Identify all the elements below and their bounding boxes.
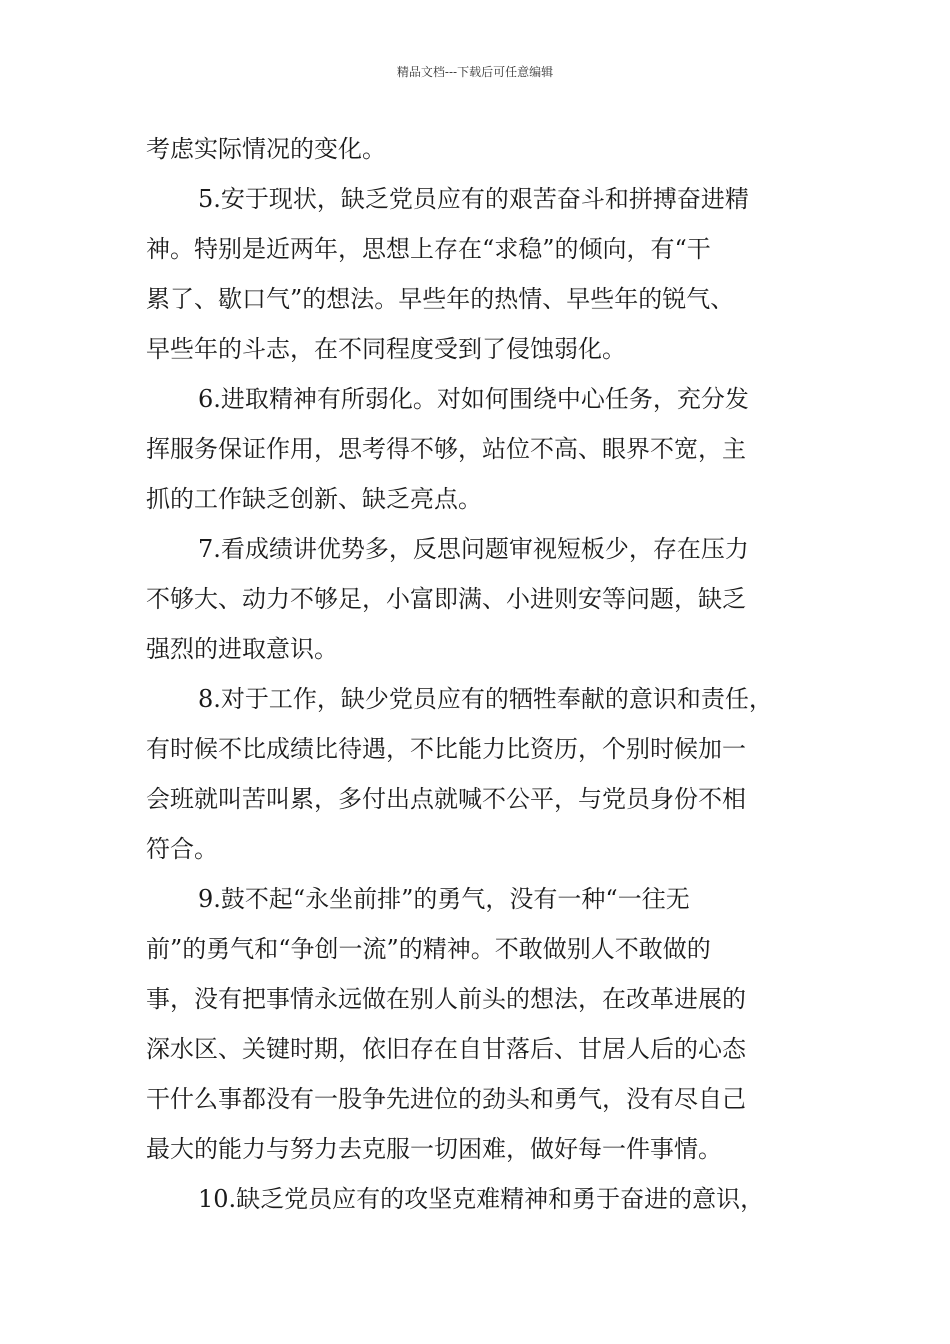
text-line: 10.缺乏党员应有的攻坚克难精神和勇于奋进的意识， [198,1185,765,1213]
text-line: 神。特别是近两年，思想上存在“求稳”的倾向，有“干 [146,235,711,263]
text-line: 强烈的进取意识。 [146,635,338,663]
text-line: 会班就叫苦叫累，多付出点就喊不公平，与党员身份不相 [146,785,746,813]
text-line: 抓的工作缺乏创新、缺乏亮点。 [146,485,482,513]
text-line: 深水区、关键时期，依旧存在自甘落后、甘居人后的心态 [146,1035,746,1063]
text-line: 符合。 [146,835,218,863]
page-header: 精品文档---下载后可任意编辑 [396,65,554,79]
text-line: 考虑实际情况的变化。 [146,135,386,163]
text-line: 早些年的斗志，在不同程度受到了侵蚀弱化。 [146,335,626,363]
paragraph [146,1174,818,1224]
paragraph [146,174,818,374]
text-line: 7.看成绩讲优势多，反思问题审视短板少，存在压力 [198,535,749,563]
text-line: 6.进取精神有所弱化。对如何围绕中心任务，充分发 [198,385,749,413]
paragraph [146,874,818,1174]
text-line: 累了、歇口气”的想法。早些年的热情、早些年的锐气、 [146,285,735,313]
paragraph [146,674,818,874]
text-line: 事，没有把事情永远做在别人前头的想法，在改革进展的 [146,985,746,1013]
document-body [146,124,818,1224]
text-line: 8.对于工作，缺少党员应有的牺牲奉献的意识和责任， [198,685,773,713]
text-line: 前”的勇气和“争创一流”的精神。不敢做别人不敢做的 [146,935,711,963]
text-line: 最大的能力与努力去克服一切困难，做好每一件事情。 [146,1135,722,1163]
paragraph [146,524,818,674]
text-line: 不够大、动力不够足，小富即满、小进则安等问题，缺乏 [146,585,746,613]
text-line: 干什么事都没有一股争先进位的劲头和勇气，没有尽自己 [146,1085,746,1113]
paragraph [146,374,818,524]
text-line: 挥服务保证作用，思考得不够，站位不高、眼界不宽，主 [146,435,746,463]
text-line: 有时候不比成绩比待遇，不比能力比资历，个别时候加一 [146,735,746,763]
text-line: 5.安于现状，缺乏党员应有的艰苦奋斗和拼搏奋进精 [198,185,749,213]
paragraph [146,124,818,174]
text-line: 9.鼓不起“永坐前排”的勇气，没有一种“一往无 [198,885,690,913]
